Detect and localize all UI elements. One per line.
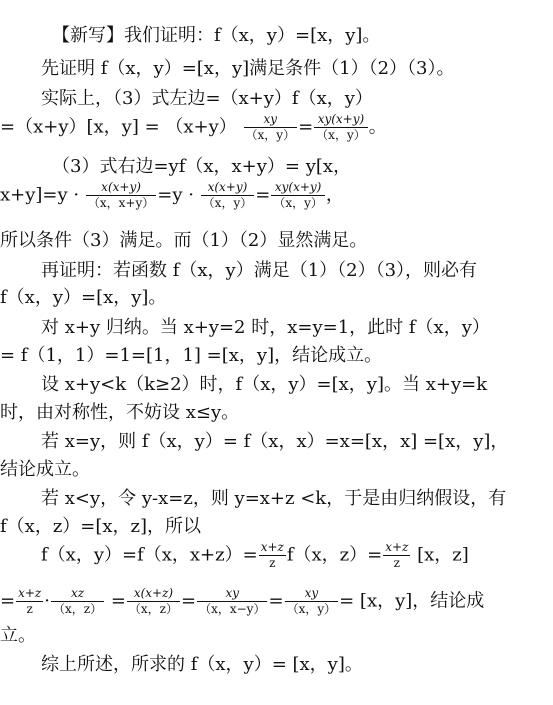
formula-text: x+y]=y · [0, 184, 80, 206]
numerator: x(x+y) [201, 180, 255, 196]
text-line-8: 再证明：若函数 f（x，y）满足（1）（2）（3），则必有 [41, 260, 478, 281]
denominator: （x，x−y） [199, 602, 266, 616]
fraction [285, 586, 339, 617]
numerator: xy(x+y) [314, 112, 368, 128]
numerator: x(x+y) [86, 180, 156, 196]
formula-text: f（x，z）= [286, 544, 383, 566]
denominator: （x，x+y） [87, 196, 155, 210]
denominator: （x，z） [52, 602, 103, 616]
formula-text: = [0, 590, 16, 612]
fraction [259, 540, 286, 571]
text-line-21: 综上所述，所求的 f（x，y）= [x，y]。 [41, 654, 363, 675]
text-line-16: 若 x<y，令 y-x=z，则 y=x+z <k，于是由归纳假设，有 [41, 488, 507, 509]
numerator: xy [285, 586, 339, 602]
numerator: x(x+z) [127, 586, 180, 602]
formula-text: ， [325, 184, 344, 206]
formula-line-4 [0, 112, 387, 143]
text-line-3: 实际上，（3）式左边=（x+y）f（x，y） [41, 88, 373, 109]
denominator: （x，y） [202, 196, 253, 210]
text-line-14: 若 x=y，则 f（x，y）= f（x，x）=x=[x，x] =[x，y]， [41, 431, 509, 452]
text-line-12: 设 x+y<k（k≥2）时，f（x，y）=[x，y]。当 x+y=k [41, 374, 488, 395]
denominator: （x，y） [316, 128, 366, 142]
fraction [314, 112, 368, 143]
denominator: （x，z） [128, 602, 178, 616]
numerator: x+z [18, 586, 42, 600]
fraction [383, 540, 410, 571]
fraction [16, 586, 43, 617]
formula-text: =y · [157, 184, 194, 206]
denominator: （x，y） [245, 128, 296, 142]
formula-line-6 [0, 180, 344, 211]
text-line-5: （3）式右边=yf（x，x+y）= y[x， [52, 156, 352, 177]
denominator: z [269, 556, 276, 570]
formula-text: [x，z] [417, 544, 469, 566]
text-line-17: f（x，z）=[x，z]，所以 [0, 516, 202, 537]
formula-text: = [181, 590, 197, 612]
text-line-1: 【新写】我们证明：f（x，y）=[x，y]。 [52, 25, 381, 46]
numerator: x+z [385, 540, 409, 554]
numerator: xy [197, 586, 267, 602]
fraction [197, 586, 267, 617]
fraction [244, 112, 298, 143]
formula-text: = [x，y]，结论成 [339, 590, 485, 612]
text-line-20: 立。 [0, 625, 36, 646]
fraction [127, 586, 180, 617]
formula-text: 。 [368, 116, 387, 138]
text-line-9: f（x，y）=[x，y]。 [0, 287, 167, 308]
formula-text: = [110, 590, 126, 612]
text-line-7: 所以条件（3）满足。而（1）（2）显然满足。 [0, 230, 368, 251]
numerator: x+z [260, 540, 284, 554]
fraction [201, 180, 255, 211]
fraction [271, 180, 325, 211]
formula-line-19 [0, 586, 484, 617]
numerator: xz [51, 586, 104, 602]
text-line-15: 结论成立。 [0, 459, 90, 480]
numerator: xy(x+y) [271, 180, 325, 196]
numerator: xy [244, 112, 298, 128]
text-line-2: 先证明 f（x，y）=[x，y]满足条件（1）（2）（3）。 [41, 58, 455, 79]
denominator: （x，y） [286, 602, 337, 616]
fraction [51, 586, 104, 617]
formula-text: = [298, 116, 314, 138]
formula-text: =（x+y）[x，y] = （x+y） [0, 116, 237, 138]
text-line-11: = f（1，1）=1=[1，1] =[x，y]，结论成立。 [0, 345, 383, 366]
fraction [86, 180, 156, 211]
text-line-10: 对 x+y 归纳。当 x+y=2 时，x=y=1，此时 f（x，y） [41, 317, 490, 338]
text-line-13: 时，由对称性，不妨设 x≤y。 [0, 402, 240, 423]
formula-text: = [255, 184, 271, 206]
denominator: z [393, 556, 400, 570]
formula-text: = [268, 590, 284, 612]
formula-text: f（x，y）=f（x，x+z）= [41, 544, 258, 566]
formula-text: · [44, 590, 50, 612]
denominator: （x，y） [273, 196, 323, 210]
denominator: z [26, 602, 33, 616]
formula-line-18 [41, 540, 469, 571]
